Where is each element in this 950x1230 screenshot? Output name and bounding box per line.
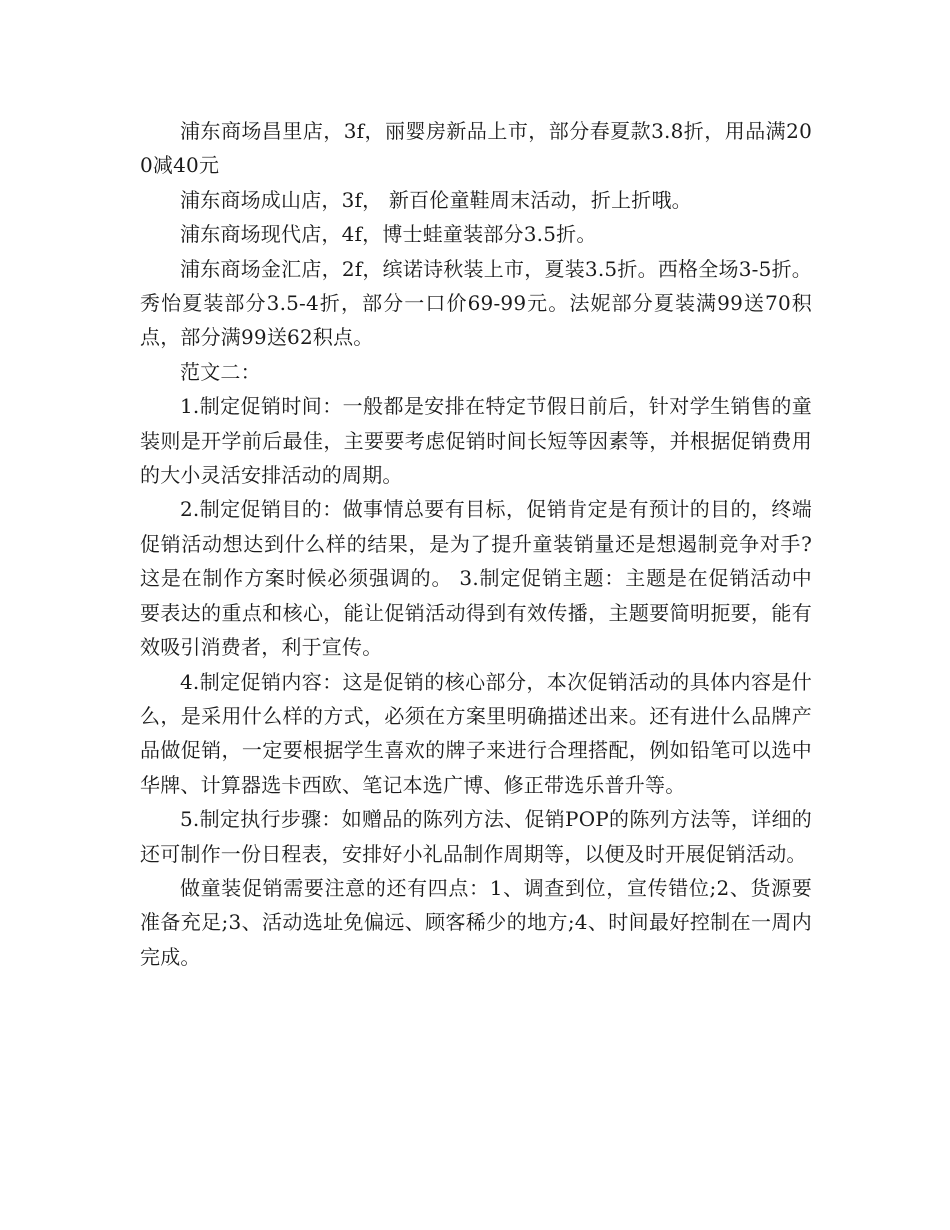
paragraph-execution-steps: 5.制定执行步骤：如赠品的陈列方法、促销POP的陈列方法等，详细的还可制作一份日程表，安排好小礼品制作周期等，以便及时开展促销活动。 (140, 807, 812, 866)
paragraph-promotion-content: 4.制定促销内容：这是促销的核心部分，本次促销活动的具体内容是什么，是采用什么样的方式，必须在方案里明确描述出来。还有进什么品牌产品做促销，一定要根据学生喜欢的牌子来进行合理搭配，例如铅笔可以选中华牌、计算器选卡西欧、笔记本选广博、修正带选乐普升等。 (140, 669, 812, 797)
paragraph-changli-store: 浦东商场昌里店，3f，丽婴房新品上市，部分春夏款3.8折，用品满200减40元 (140, 119, 812, 178)
paragraph-notes: 做童装促销需要注意的还有四点：1、调查到位，宣传错位;2、货源要准备充足;3、活动选址免偏远、顾客稀少的地方;4、时间最好控制在一周内完成。 (140, 875, 812, 969)
paragraph-promotion-time: 1.制定促销时间：一般都是安排在特定节假日前后，针对学生销售的童装则是开学前后最佳，主要要考虑促销时间长短等因素等，并根据促销费用的大小灵活安排活动的周期。 (140, 394, 812, 488)
paragraph-chengshan-store: 浦东商场成山店，3f， 新百伦童鞋周末活动，折上折哦。 (180, 187, 692, 212)
document-body (140, 114, 812, 974)
paragraph-jinhui-store: 浦东商场金汇店，2f，缤诺诗秋装上市，夏装3.5折。西格全场3-5折。秀怡夏装部分3.5-4折，部分一口价69-99元。法妮部分夏装满99送70积点，部分满99送62积点。 (140, 256, 812, 350)
section-heading-sample-two: 范文二： (180, 359, 261, 384)
paragraph-xiandai-store: 浦东商场现代店，4f，博士蛙童装部分3.5折。 (180, 222, 597, 247)
paragraph-promotion-goal-theme: 2.制定促销目的：做事情总要有目标，促销肯定是有预计的目的，终端促销活动想达到什么样的结果，是为了提升童装销量还是想遏制竞争对手?这是在制作方案时候必须强调的。 3.制定促销主题：主题是在促销活动中要表达的重点和核心，能让促销活动得到有效传播，主题要简明扼要，能有效吸引消费者，利于宣传。 (140, 497, 812, 660)
